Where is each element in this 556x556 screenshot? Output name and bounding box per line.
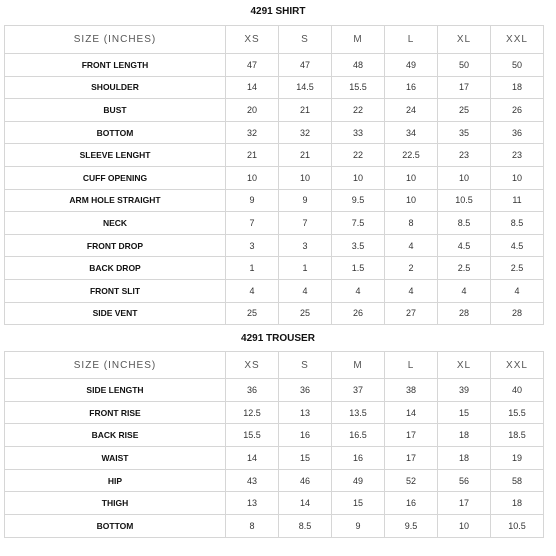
value-cell-l: 10 (385, 166, 438, 189)
header-cell-s: S (279, 352, 332, 379)
value-cell-xl: 18 (438, 447, 491, 470)
value-cell-xl: 15 (438, 401, 491, 424)
value-cell-xl: 8.5 (438, 212, 491, 235)
value-cell-m: 7.5 (332, 212, 385, 235)
measurement-label: SIDE VENT (5, 302, 226, 325)
measurement-label: FRONT SLIT (5, 279, 226, 302)
value-cell-l: 52 (385, 469, 438, 492)
value-cell-m: 37 (332, 379, 385, 402)
value-cell-xl: 17 (438, 76, 491, 99)
value-cell-s: 14.5 (279, 76, 332, 99)
measurement-label: ARM HOLE STRAIGHT (5, 189, 226, 212)
value-cell-s: 16 (279, 424, 332, 447)
measurement-label: FRONT LENGTH (5, 54, 226, 77)
header-cell-xl: XL (438, 352, 491, 379)
value-cell-xs: 7 (226, 212, 279, 235)
value-cell-xxl: 4 (491, 279, 544, 302)
header-cell-s: S (279, 26, 332, 54)
measurement-label: THIGH (5, 492, 226, 515)
value-cell-xxl: 2.5 (491, 257, 544, 280)
value-cell-s: 8.5 (279, 515, 332, 538)
value-cell-xxl: 40 (491, 379, 544, 402)
value-cell-xxl: 36 (491, 121, 544, 144)
value-cell-l: 10 (385, 189, 438, 212)
value-cell-l: 17 (385, 447, 438, 470)
value-cell-xs: 13 (226, 492, 279, 515)
header-cell-l: L (385, 352, 438, 379)
measurement-label: BACK RISE (5, 424, 226, 447)
value-cell-xs: 25 (226, 302, 279, 325)
header-cell-xl: XL (438, 26, 491, 54)
table-row (5, 469, 544, 492)
trouser-header-row (5, 352, 544, 379)
value-cell-s: 14 (279, 492, 332, 515)
value-cell-m: 10 (332, 166, 385, 189)
table-row (5, 515, 544, 538)
table-row (5, 212, 544, 235)
value-cell-xs: 10 (226, 166, 279, 189)
table-row (5, 279, 544, 302)
value-cell-l: 4 (385, 234, 438, 257)
value-cell-s: 25 (279, 302, 332, 325)
value-cell-xs: 20 (226, 99, 279, 122)
value-cell-xs: 15.5 (226, 424, 279, 447)
value-cell-m: 9.5 (332, 189, 385, 212)
table-row (5, 189, 544, 212)
header-cell-size-label: SIZE (INCHES) (5, 352, 226, 379)
value-cell-xxl: 18.5 (491, 424, 544, 447)
value-cell-xs: 14 (226, 76, 279, 99)
value-cell-m: 16.5 (332, 424, 385, 447)
value-cell-l: 14 (385, 401, 438, 424)
table-row (5, 379, 544, 402)
table-row (5, 121, 544, 144)
value-cell-m: 13.5 (332, 401, 385, 424)
value-cell-xl: 10 (438, 166, 491, 189)
value-cell-s: 7 (279, 212, 332, 235)
value-cell-m: 48 (332, 54, 385, 77)
value-cell-xl: 10.5 (438, 189, 491, 212)
value-cell-l: 22.5 (385, 144, 438, 167)
table-row (5, 99, 544, 122)
measurement-label: BOTTOM (5, 121, 226, 144)
header-cell-m: M (332, 26, 385, 54)
table-row (5, 166, 544, 189)
value-cell-xxl: 58 (491, 469, 544, 492)
value-cell-xxl: 18 (491, 76, 544, 99)
value-cell-xl: 56 (438, 469, 491, 492)
trouser-table-title: 4291 TROUSER (241, 333, 315, 344)
measurement-label: FRONT RISE (5, 401, 226, 424)
value-cell-xs: 1 (226, 257, 279, 280)
value-cell-s: 3 (279, 234, 332, 257)
header-cell-xxl: XXL (491, 26, 544, 54)
value-cell-l: 38 (385, 379, 438, 402)
trouser-size-table (4, 351, 544, 538)
value-cell-xxl: 26 (491, 99, 544, 122)
table-row (5, 447, 544, 470)
header-cell-xs: XS (226, 26, 279, 54)
value-cell-s: 46 (279, 469, 332, 492)
value-cell-l: 16 (385, 76, 438, 99)
measurement-label: NECK (5, 212, 226, 235)
measurement-label: WAIST (5, 447, 226, 470)
value-cell-l: 16 (385, 492, 438, 515)
value-cell-s: 10 (279, 166, 332, 189)
value-cell-xl: 28 (438, 302, 491, 325)
shirt-header-row (5, 26, 544, 54)
value-cell-xxl: 15.5 (491, 401, 544, 424)
table-row (5, 234, 544, 257)
table-row (5, 54, 544, 77)
value-cell-s: 36 (279, 379, 332, 402)
value-cell-xxl: 10 (491, 166, 544, 189)
value-cell-xl: 25 (438, 99, 491, 122)
table-row (5, 492, 544, 515)
shirt-size-table (4, 25, 544, 325)
value-cell-xl: 23 (438, 144, 491, 167)
value-cell-xl: 10 (438, 515, 491, 538)
value-cell-xs: 3 (226, 234, 279, 257)
value-cell-xl: 4.5 (438, 234, 491, 257)
measurement-label: CUFF OPENING (5, 166, 226, 189)
value-cell-xs: 8 (226, 515, 279, 538)
value-cell-l: 4 (385, 279, 438, 302)
value-cell-m: 16 (332, 447, 385, 470)
value-cell-xs: 12.5 (226, 401, 279, 424)
value-cell-s: 21 (279, 99, 332, 122)
value-cell-xxl: 11 (491, 189, 544, 212)
value-cell-l: 17 (385, 424, 438, 447)
value-cell-s: 21 (279, 144, 332, 167)
value-cell-m: 26 (332, 302, 385, 325)
measurement-label: FRONT DROP (5, 234, 226, 257)
measurement-label: SHOULDER (5, 76, 226, 99)
value-cell-xxl: 18 (491, 492, 544, 515)
measurement-label: BUST (5, 99, 226, 122)
value-cell-xs: 47 (226, 54, 279, 77)
value-cell-xl: 50 (438, 54, 491, 77)
value-cell-xs: 32 (226, 121, 279, 144)
value-cell-xs: 14 (226, 447, 279, 470)
value-cell-m: 9 (332, 515, 385, 538)
value-cell-xs: 21 (226, 144, 279, 167)
table-row (5, 257, 544, 280)
value-cell-m: 15.5 (332, 76, 385, 99)
value-cell-l: 34 (385, 121, 438, 144)
value-cell-l: 8 (385, 212, 438, 235)
header-cell-l: L (385, 26, 438, 54)
value-cell-m: 22 (332, 99, 385, 122)
value-cell-l: 49 (385, 54, 438, 77)
measurement-label: BOTTOM (5, 515, 226, 538)
value-cell-xxl: 28 (491, 302, 544, 325)
value-cell-s: 47 (279, 54, 332, 77)
measurement-label: SLEEVE LENGHT (5, 144, 226, 167)
header-cell-size-label: SIZE (INCHES) (5, 26, 226, 54)
value-cell-m: 4 (332, 279, 385, 302)
value-cell-s: 13 (279, 401, 332, 424)
table-row (5, 144, 544, 167)
value-cell-xxl: 23 (491, 144, 544, 167)
value-cell-xxl: 19 (491, 447, 544, 470)
value-cell-xxl: 10.5 (491, 515, 544, 538)
table-row (5, 76, 544, 99)
value-cell-xl: 2.5 (438, 257, 491, 280)
table-row (5, 424, 544, 447)
shirt-table-title: 4291 SHIRT (250, 6, 306, 17)
value-cell-m: 22 (332, 144, 385, 167)
value-cell-s: 9 (279, 189, 332, 212)
header-cell-xs: XS (226, 352, 279, 379)
measurement-label: HIP (5, 469, 226, 492)
value-cell-xl: 4 (438, 279, 491, 302)
value-cell-s: 32 (279, 121, 332, 144)
value-cell-xxl: 8.5 (491, 212, 544, 235)
value-cell-xs: 43 (226, 469, 279, 492)
measurement-label: SIDE LENGTH (5, 379, 226, 402)
value-cell-m: 49 (332, 469, 385, 492)
measurement-label: BACK DROP (5, 257, 226, 280)
value-cell-l: 27 (385, 302, 438, 325)
value-cell-xs: 4 (226, 279, 279, 302)
value-cell-m: 1.5 (332, 257, 385, 280)
value-cell-m: 15 (332, 492, 385, 515)
value-cell-xxl: 50 (491, 54, 544, 77)
value-cell-xl: 17 (438, 492, 491, 515)
header-cell-m: M (332, 352, 385, 379)
header-cell-xxl: XXL (491, 352, 544, 379)
value-cell-s: 1 (279, 257, 332, 280)
value-cell-xl: 39 (438, 379, 491, 402)
value-cell-xxl: 4.5 (491, 234, 544, 257)
value-cell-xs: 36 (226, 379, 279, 402)
value-cell-s: 15 (279, 447, 332, 470)
value-cell-xl: 35 (438, 121, 491, 144)
value-cell-s: 4 (279, 279, 332, 302)
value-cell-xl: 18 (438, 424, 491, 447)
table-row (5, 302, 544, 325)
table-row (5, 401, 544, 424)
value-cell-m: 33 (332, 121, 385, 144)
value-cell-l: 9.5 (385, 515, 438, 538)
value-cell-l: 24 (385, 99, 438, 122)
value-cell-m: 3.5 (332, 234, 385, 257)
value-cell-l: 2 (385, 257, 438, 280)
value-cell-xs: 9 (226, 189, 279, 212)
